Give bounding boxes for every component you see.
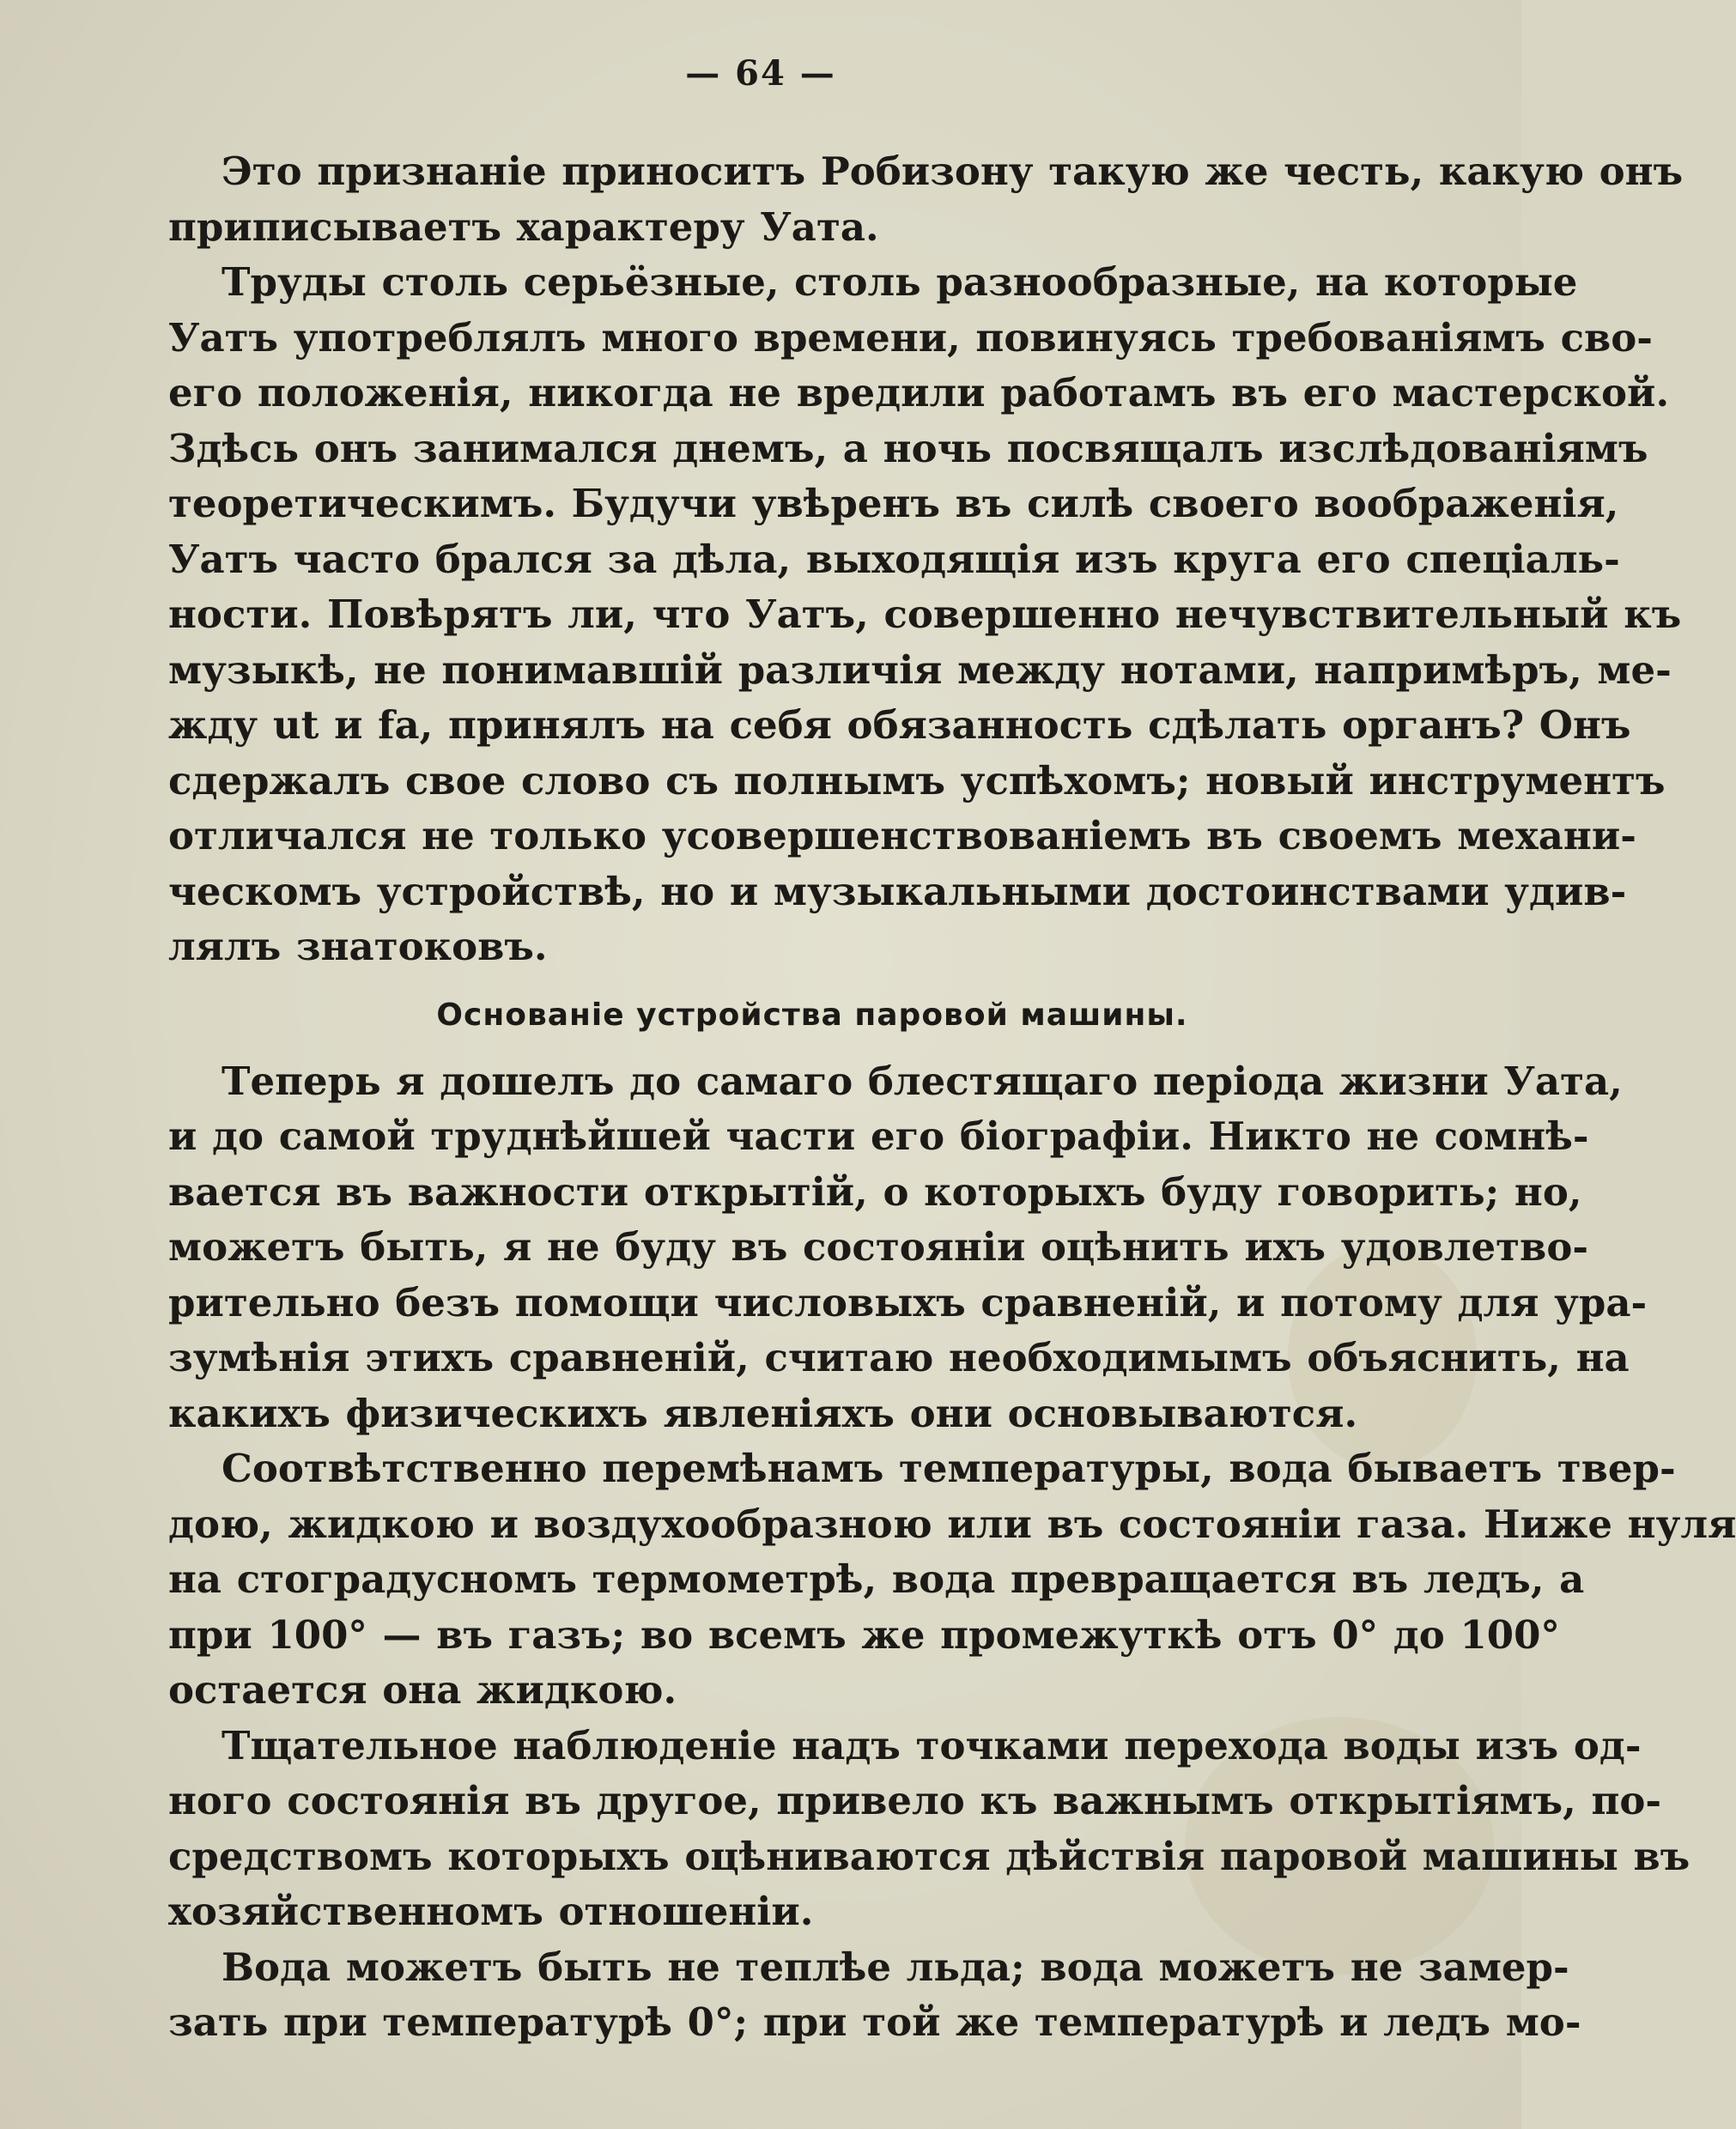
text-line: Уатъ употреблялъ много времени, повинуясь требованіямъ сво- <box>168 314 1653 361</box>
text-line: его положенія, никогда не вредили работамъ въ его мастерской. <box>168 370 1670 415</box>
paragraph <box>168 144 1684 255</box>
text-line: Уатъ часто брался за дѣла, выходящія изъ круга его спеціаль- <box>168 536 1620 582</box>
text-line: какихъ физическихъ явленіяхъ они основываются. <box>168 1390 1358 1436</box>
paragraph <box>168 1719 1690 1940</box>
text-line: на стоградусномъ термометрѣ, вода превращается въ ледъ, а <box>168 1556 1585 1602</box>
text-line: средствомъ которыхъ оцѣниваются дѣйствія паровой машины въ <box>168 1833 1690 1879</box>
paragraph <box>168 1940 1581 2051</box>
text-line: ного состоянія въ другое, привело къ важнымъ открытіямъ, по- <box>168 1778 1662 1823</box>
text-line: музыкѣ, не понимавшій различія между нотами, напримѣръ, ме- <box>168 646 1672 693</box>
text-line: Здѣсь онъ занимался днемъ, а ночь посвящалъ изслѣдованіямъ <box>168 425 1648 471</box>
text-line: Вода можетъ быть не теплѣе льда; вода можетъ не замер- <box>222 1944 1569 1990</box>
text-line: Соотвѣтственно перемѣнамъ температуры, вода бываетъ твер- <box>222 1446 1676 1491</box>
text-line: зать при температурѣ 0°; при той же температурѣ и ледъ мо- <box>168 1999 1581 2045</box>
text-line: зумѣнія этихъ сравненій, считаю необходимымъ объяснить, на <box>168 1335 1630 1380</box>
text-line: отличался не только усовершенствованіемъ въ своемъ механи- <box>168 813 1636 858</box>
text-line: и до самой труднѣйшей части его біографіи. Никто не сомнѣ- <box>168 1113 1589 1159</box>
text-line: жду ut и fa, принялъ на себя обязанность сдѣлать органъ? Онъ <box>168 702 1631 748</box>
text-line: Это признаніе приноситъ Робизону такую же честь, какую онъ <box>222 149 1684 194</box>
text-line: сдержалъ свое слово съ полнымъ успѣхомъ; новый инструментъ <box>168 757 1666 804</box>
text-line: теоретическимъ. Будучи увѣренъ въ силѣ своего воображенія, <box>168 481 1619 526</box>
section-heading: Основаніе устройства паровой машины. <box>436 997 1188 1033</box>
text-line: можетъ быть, я не буду въ состояніи оцѣнить ихъ удовлетво- <box>168 1224 1589 1270</box>
text-line: вается въ важности открытій, о которыхъ буду говорить; но, <box>168 1168 1582 1215</box>
paragraph <box>168 1054 1648 1442</box>
text-line: при 100° — въ газъ; во всемъ же промежуткѣ отъ 0° до 100° <box>168 1611 1560 1658</box>
text-line: хозяйственномъ отношеніи. <box>168 1889 814 1934</box>
text-line: рительно безъ помощи числовыхъ сравненій, и потому для ура- <box>168 1279 1648 1325</box>
text-line: остается она жидкою. <box>168 1667 677 1713</box>
text-line: Труды столь серьёзные, столь разнообразные, на которые <box>222 259 1578 305</box>
text-line: лялъ знатоковъ. <box>168 924 548 969</box>
page-text <box>168 144 1736 2051</box>
text-line: ности. Повѣрятъ ли, что Уатъ, совершенно нечувствительный къ <box>168 591 1682 637</box>
text-line: ческомъ устройствѣ, но и музыкальными достоинствами удив- <box>168 868 1627 914</box>
text-line: Теперь я дошелъ до самаго блестящаго періода жизни Уата, <box>222 1058 1623 1104</box>
text-line: дою, жидкою и воздухообразною или въ состояніи газа. Ниже нуля <box>168 1501 1736 1547</box>
paragraph <box>168 255 1682 975</box>
text-line: Тщательное наблюденіе надъ точками перехода воды изъ од- <box>222 1722 1642 1768</box>
paragraph <box>168 1441 1736 1719</box>
page-number: — 64 — <box>685 53 836 94</box>
text-line: приписываетъ характеру Уата. <box>168 203 879 250</box>
